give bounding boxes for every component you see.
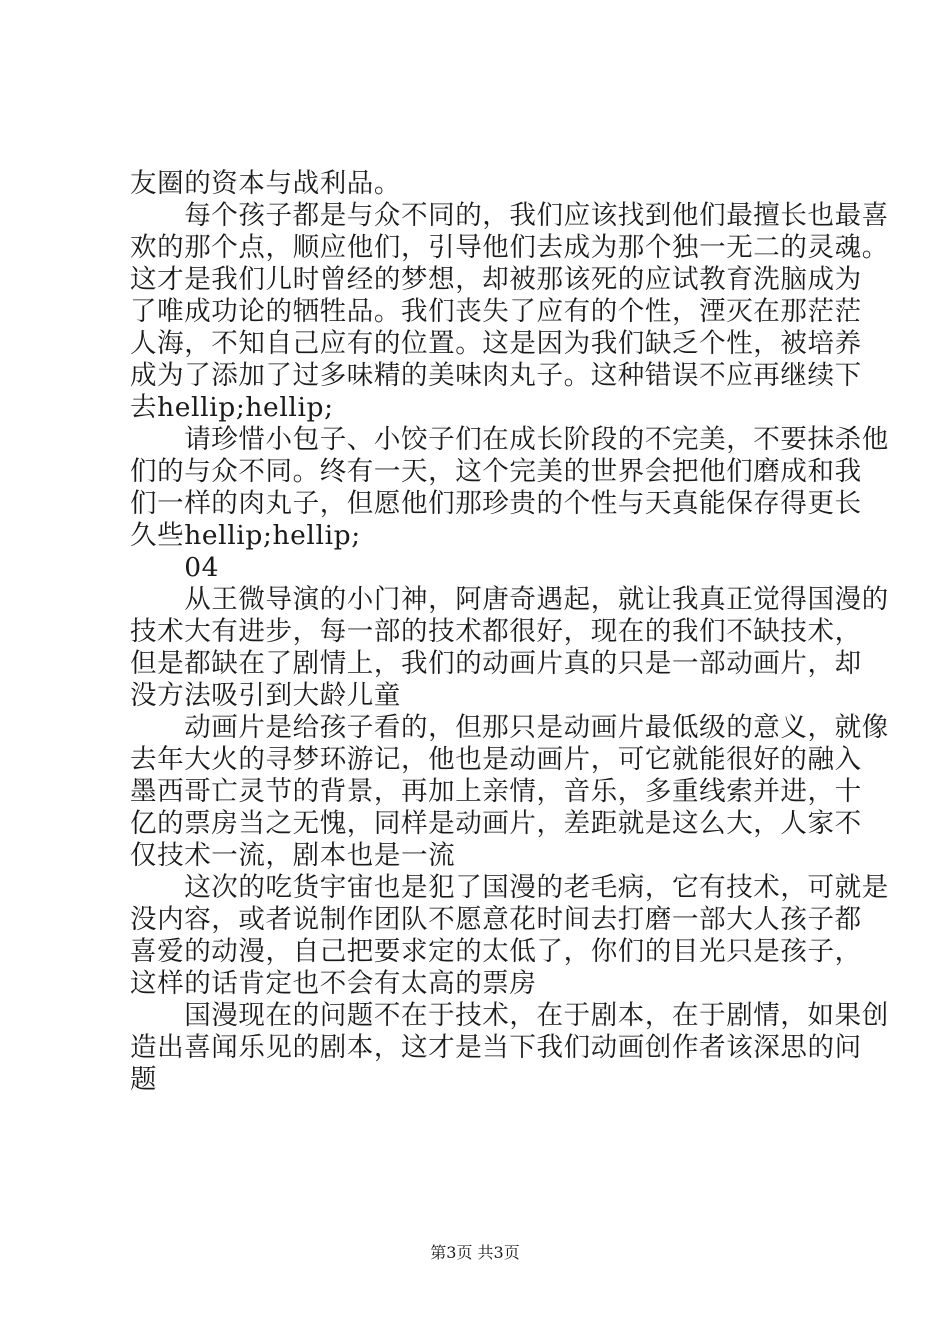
text-line: 了唯成功论的牺牲品。我们丧失了应有的个性，湮灭在那茫茫 — [130, 296, 862, 327]
text-line: 这次的吃货宇宙也是犯了国漫的老毛病，它有技术，可就是 — [130, 872, 889, 903]
text-line: 墨西哥亡灵节的背景，再加上亲情，音乐，多重线索并进，十 — [130, 776, 862, 807]
text-line: 喜爱的动漫，自己把要求定的太低了，你们的目光只是孩子， — [130, 936, 862, 967]
text-line: 从王微导演的小门神，阿唐奇遇起，就让我真正觉得国漫的 — [130, 584, 889, 615]
text-line: 每个孩子都是与众不同的，我们应该找到他们最擅长也最喜 — [130, 200, 889, 231]
text-line: 去年大火的寻梦环游记，他也是动画片，可它就能很好的融入 — [130, 744, 862, 775]
text-line: 仅技术一流，剧本也是一流 — [130, 840, 456, 871]
text-line: 亿的票房当之无愧，同样是动画片，差距就是这么大，人家不 — [130, 808, 862, 839]
page-number-footer: 第3页 共3页 — [430, 1243, 520, 1262]
text-line: 去hellip;hellip; — [130, 392, 334, 423]
text-line: 国漫现在的问题不在于技术，在于剧本，在于剧情，如果创 — [130, 1000, 889, 1031]
text-line: 技术大有进步，每一部的技术都很好，现在的我们不缺技术， — [130, 616, 862, 647]
text-line: 人海，不知自己应有的位置。这是因为我们缺乏个性，被培养 — [130, 328, 862, 359]
text-line: 这样的话肯定也不会有太高的票房 — [130, 968, 537, 999]
text-line: 请珍惜小包子、小饺子们在成长阶段的不完美，不要抹杀他 — [130, 424, 889, 455]
text-line: 但是都缺在了剧情上，我们的动画片真的只是一部动画片，却 — [130, 648, 862, 679]
text-line: 友圈的资本与战利品。 — [130, 168, 401, 199]
text-line: 成为了添加了过多味精的美味肉丸子。这种错误不应再继续下 — [130, 360, 862, 391]
text-line: 没方法吸引到大龄儿童 — [130, 680, 401, 711]
text-line: 造出喜闻乐见的剧本，这才是当下我们动画创作者该深思的问 — [130, 1032, 862, 1063]
text-line: 欢的那个点，顺应他们，引导他们去成为那个独一无二的灵魂。 — [130, 232, 889, 263]
text-line: 们的与众不同。终有一天，这个完美的世界会把他们磨成和我 — [130, 456, 862, 487]
text-line: 动画片是给孩子看的，但那只是动画片最低级的意义，就像 — [130, 712, 889, 743]
text-line: 这才是我们儿时曾经的梦想，却被那该死的应试教育洗脑成为 — [130, 264, 862, 295]
text-line: 久些hellip;hellip; — [130, 520, 361, 551]
text-line: 没内容，或者说制作团队不愿意花时间去打磨一部大人孩子都 — [130, 904, 862, 935]
text-line: 题 — [130, 1064, 158, 1095]
text-line: 们一样的肉丸子，但愿他们那珍贵的个性与天真能保存得更长 — [130, 488, 862, 519]
section-number: 04 — [130, 552, 220, 583]
